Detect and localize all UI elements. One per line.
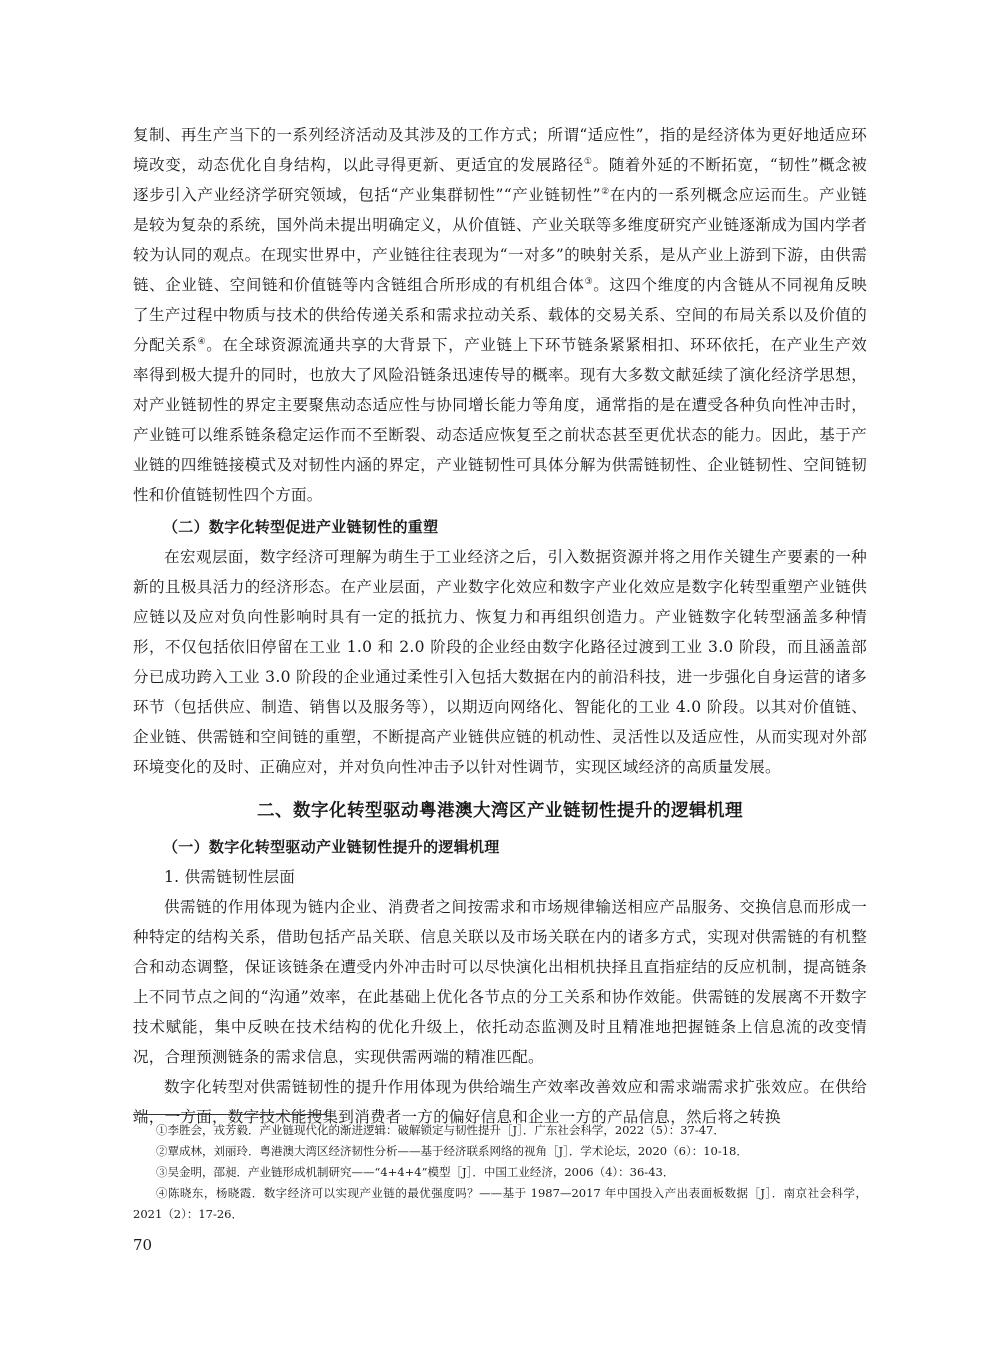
paragraph-1-part-d: 。这四个维度的内含链从不同视角反映了生产过程中物质与技术的供给传递关系和需求拉动关系、载体的交易关系、空间的布局关系以及价值的分配关系 [133,276,867,354]
footnotes [133,1120,867,1225]
footnote-3: ③吴金明，邵昶．产业链形成机制研究——“4+4+4”模型［J］．中国工业经济，2006（4）：36-43． [156,1165,675,1179]
footnote-ref-4[interactable]: ④ [197,337,207,347]
footnote-ref-1[interactable]: ① [583,157,593,167]
footnote-1: ①李胜会，戎芳毅．产业链现代化的渐进逻辑：破解锁定与韧性提升［J］．广东社会科学，2022（5）：37-47． [156,1123,725,1137]
footnote-ref-2[interactable]: ② [600,187,610,197]
paragraph-3: 供需链的作用体现为链内企业、消费者之间按需求和市场规律输送相应产品服务、交换信息而形成一种特定的结构关系，借助包括产品关联、信息关联以及市场关联在内的诸多方式，实现对供需链的有机整合和动态调整，保证该链条在遭受内外冲击时可以尽快演化出相机抉择且直指症结的反应机制，提高链条上不同节点之间的“沟通”效率，在此基础上优化各节点的分工关系和协作效能。供需链的发展离不开数字技术赋能，集中反映在技术结构的优化升级上，依托动态监测及时且精准地把握链条上信息流的改变情况，合理预测链条的需求信息，实现供需两端的精准匹配。 [133,898,867,1066]
subheading-3: （一）数字化转型驱动产业链韧性提升的逻辑机理 [163,838,500,856]
paragraph-1 [133,120,867,510]
subheading-2: （二）数字化转型促进产业链韧性的重塑 [163,518,439,536]
paragraph-4: 数字化转型对供需链韧性的提升作用体现为供给端生产效率改善效应和需求端需求扩张效应。在供给端，一方面，数字技术能搜集到消费者一方的偏好信息和企业一方的产品信息，然后将之转换 [133,1078,867,1126]
body-text [133,120,867,1132]
paragraph-1-part-b: 。随着外延的不断拓宽，“韧性”概念被逐步引入产业经济学研究领域，包括“产业集群韧性”“产业链韧性” [133,156,868,204]
paragraph-1-part-a: 复制、再生产当下的一系列经济活动及其涉及的工作方式；所谓“适应性”，指的是经济体为更好地适应环境改变，动态优化自身结构，以此寻得更新、更适宜的发展路径 [133,126,867,174]
footnote-divider [133,1114,327,1115]
page-number: 70 [133,1236,153,1254]
footnote-2: ②覃成林，刘丽玲．粤港澳大湾区经济韧性分析——基于经济联系网络的视角［J］．学术论坛，2020（6）：10-18． [156,1144,748,1158]
footnote-4: ④陈晓东，杨晓霞．数字经济可以实现产业链的最优强度吗？——基于 1987—2017 年中国投入产出表面板数据［J］．南京社会科学，2021（2）：17-26． [133,1186,867,1221]
footnote-ref-3[interactable]: ③ [584,277,594,287]
paragraph-2: 在宏观层面，数字经济可理解为萌生于工业经济之后，引入数据资源并将之用作关键生产要素的一种新的且极具活力的经济形态。在产业层面，产业数字化效应和数字产业化效应是数字化转型重塑产业链供应链以及应对负向性影响时具有一定的抵抗力、恢复力和再组织创造力。产业链数字化转型涵盖多种情形，不仅包括依旧停留在工业 1.0 和 2.0 阶段的企业经由数字化路径过渡到工业 3.0 阶段，而且涵盖部分已成功跨入工业 3.0 阶段的企业通过柔性引入包括大数据在内的前沿科技，进一步强化自身运营的诸多环节（包括供应、制造、销售以及服务等），以期迈向网络化、智能化的工业 4.0 阶段。以其对价值链、企业链、供需链和空间链的重塑，不断提高产业链供应链的机动性、灵活性以及适应性，从而实现对外部环境变化的及时、正确应对，并对负向性冲击予以针对性调节，实现区域经济的高质量发展。 [133,548,867,776]
paragraph-1-part-e: 。在全球资源流通共享的大背景下，产业链上下环节链条紧紧相扣、环环依托，在产业生产效率得到极大提升的同时，也放大了风险沿链条迅速传导的概率。现有大多数文献延续了演化经济学思想，对产业链韧性的界定主要聚焦动态适应性与协同增长能力等角度，通常指的是在遭受各种负向性冲击时，产业链可以维系链条稳定运作而不至断裂、动态适应恢复至之前状态甚至更优状态的能力。因此，基于产业链的四维链接模式及对韧性内涵的界定，产业链韧性可具体分解为供需链韧性、企业链韧性、空间链韧性和价值链韧性四个方面。 [133,336,867,504]
plain-heading: 1. 供需链韧性层面 [164,868,296,886]
paragraph-1-part-c: 在内的一系列概念应运而生。产业链是较为复杂的系统，国外尚未提出明确定义，从价值链、产业关联等多维度研究产业链逐渐成为国内学者较为认同的观点。在现实世界中，产业链往往表现为“一对多”的映射关系，是从产业上游到下游，由供需链、企业链、空间链和价值链等内含链组合所形成的有机组合体 [133,186,867,294]
section-heading: 二、数字化转型驱动粤港澳大湾区产业链韧性提升的逻辑机理 [257,801,743,821]
